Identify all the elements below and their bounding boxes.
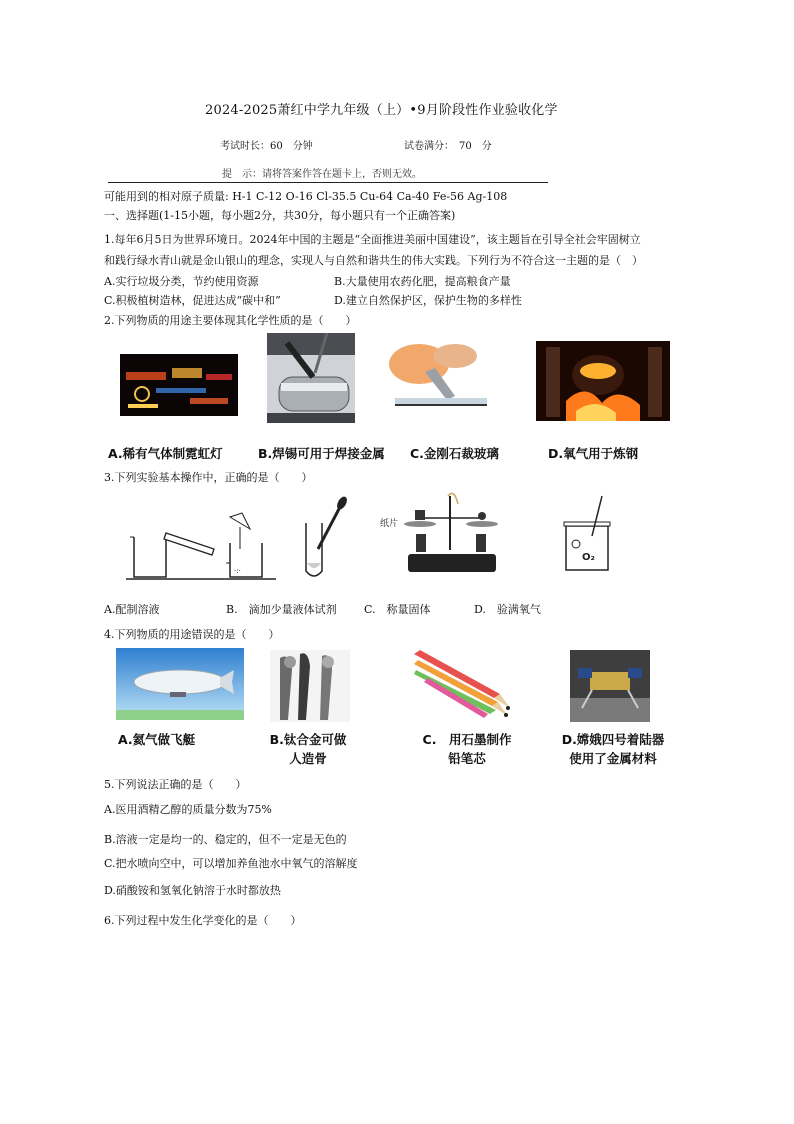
q4-option-b-line1: B.钛合金可做 xyxy=(269,732,347,747)
paper-label: 纸片 xyxy=(380,519,399,529)
q4-option-b-line2: 人造骨 xyxy=(289,751,327,766)
q5-option-d: D.硝酸铵和氢氧化钠溶于水时都放热 xyxy=(104,884,281,897)
q5-option-c: C.把水喷向空中，可以增加养鱼池水中氧气的溶解度 xyxy=(104,857,358,870)
q5-option-a: A.医用酒精乙醇的质量分数为75% xyxy=(104,803,272,816)
q2-option-c: C.金刚石裁玻璃 xyxy=(410,446,499,461)
soldering-photo xyxy=(267,333,355,423)
q4-option-b xyxy=(258,730,358,768)
pencils-photo xyxy=(414,648,514,720)
q2-stem: 2.下列物质的用途主要体现其化学性质的是（ ） xyxy=(104,314,357,327)
q4-option-c-line1: C. 用石墨制作 xyxy=(422,732,512,747)
exam-title: 2024-2025萧红中学九年级（上）•9月阶段性作业验收化学 xyxy=(205,103,558,118)
exam-full-score: 试卷满分： 70 分 xyxy=(404,141,492,152)
neon-lights-photo xyxy=(120,354,238,416)
atomic-masses: 可能用到的相对原子质量: H-1 C-12 O-16 Cl-35.5 Cu-64 Ca-40 Fe-56 Ag-108 xyxy=(104,190,508,203)
q1-option-a: A.实行垃圾分类，节约使用资源 xyxy=(104,275,259,288)
q2-option-b: B.焊锡可用于焊接金属 xyxy=(258,446,385,461)
svg-text:·:·: ·:· xyxy=(234,567,241,575)
q4-stem: 4.下列物质的用途错误的是（ ） xyxy=(104,628,280,641)
q4-option-d xyxy=(548,730,678,768)
q6-stem: 6.下列过程中发生化学变化的是（ ） xyxy=(104,914,302,927)
balance-diagram xyxy=(378,486,504,581)
q5-stem: 5.下列说法正确的是（ ） xyxy=(104,778,247,791)
q3-option-b: B. 滴加少量液体试剂 xyxy=(226,603,337,616)
dropper-diagram xyxy=(296,493,356,583)
lander-photo xyxy=(570,650,650,722)
q4-option-a xyxy=(118,730,238,749)
q5-option-b: B.溶液一定是均一的、稳定的，但不一定是无色的 xyxy=(104,833,347,846)
q3-option-d: D. 验满氧气 xyxy=(474,603,541,616)
q4-option-c-line2: 铅笔芯 xyxy=(448,751,486,766)
q2-option-a: A.稀有气体制霓虹灯 xyxy=(108,446,223,461)
q1-option-c: C.积极植树造林，促进达成“碳中和” xyxy=(104,294,281,307)
o2-label: O₂ xyxy=(582,552,595,563)
q4-option-c xyxy=(412,730,522,768)
dissolving-diagram xyxy=(126,503,276,583)
airship-photo xyxy=(116,648,244,720)
titanium-bone-photo xyxy=(270,650,350,722)
q1-option-b: B.大量使用农药化肥，提高粮食产量 xyxy=(334,275,511,288)
q4-option-d-line1: D.嫦娥四号着陆器 xyxy=(561,732,665,747)
steelmaking-photo xyxy=(536,341,670,421)
section-heading: 一、选择题(1-15小题，每小题2分，共30分，每小题只有一个正确答案) xyxy=(104,209,456,222)
header-rule xyxy=(108,182,548,183)
exam-duration: 考试时长：60 分钟 xyxy=(220,141,313,152)
q2-option-d: D.氧气用于炼钢 xyxy=(548,446,639,461)
q1-stem-line2: 和践行绿水青山就是金山银山的理念，实现人与自然和谐共生的伟大实践。下列行为不符合这一主题的是（ ） xyxy=(104,254,643,267)
q3-stem: 3.下列实验基本操作中，正确的是（ ） xyxy=(104,471,313,484)
q4-option-a-text: A.氦气做飞艇 xyxy=(118,732,196,747)
q3-option-c: C. 称量固体 xyxy=(364,603,431,616)
q4-option-d-line2: 使用了金属材料 xyxy=(569,751,657,766)
exam-tip: 提 示：请将答案作答在题卡上，否则无效。 xyxy=(222,169,422,180)
q1-stem-line1: 1.每年6月5日为世界环境日。2024年中国的主题是“全面推进美丽中国建设”，该主题旨在引导全社会牢固树立 xyxy=(104,233,641,246)
q3-option-a: A.配制溶液 xyxy=(104,603,160,616)
q1-option-d: D.建立自然保护区，保护生物的多样性 xyxy=(334,294,522,307)
diamond-cutting-photo xyxy=(385,342,493,412)
oxygen-test-diagram xyxy=(560,492,620,572)
